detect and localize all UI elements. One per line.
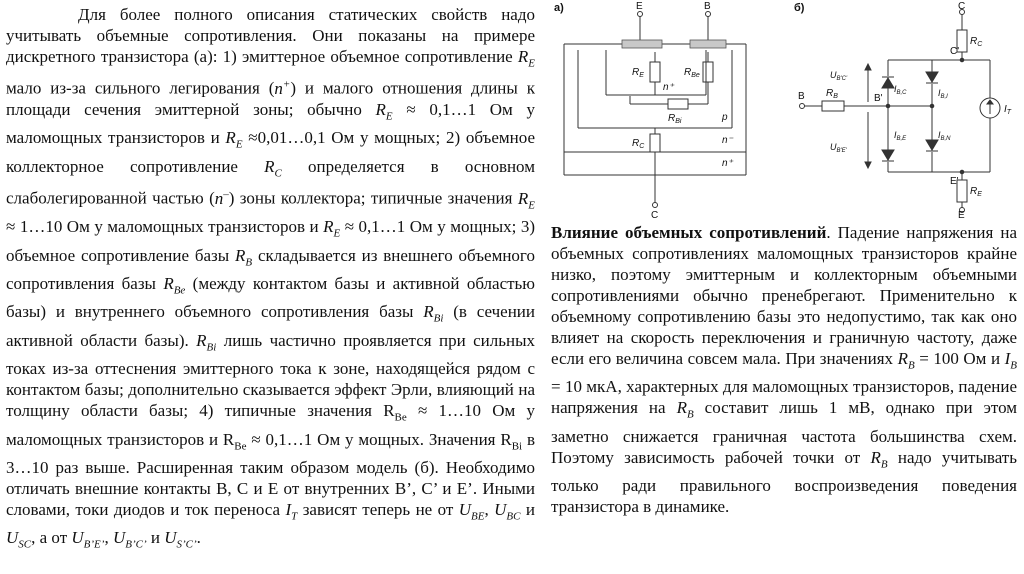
transistor-cross-section-diagram [550, 0, 760, 220]
right-paragraph: Влияние объемных сопротивлений. Падение напряжения на объемных сопротивлениях маломощных транзисторов крайне низко, поэтому эмиттерным и коллекторным объемными сопротивлениями обычно пренебрегают. Применительно к объемному сопротивлению базы это недопустимо, так как оно влияет на скорость переключения и граничную частоту, даже если его величина совсем мала. При значениях $R_B = 100$ Ом и $I_B = 10$ мкА, характерных для маломощных транзисторов, падение напряжения на $R_B$ составит лишь 1 мВ, однако при этом заметно снижается граничная частота большинства схем. Поэтому зависимость рабочей точки от $R_B$ надо учитывать только ради правильного воспроизведения поведения транзистора в динамике. [551, 223, 1018, 517]
svg-text:RB: $R_B$ [826, 88, 838, 100]
svg-text:IB,C: $I_{B,C}$ [894, 84, 907, 96]
equivalent-circuit-diagram [790, 0, 1022, 220]
svg-text:RE: $R_E$ [970, 186, 982, 198]
label-e: E [636, 1, 643, 12]
svg-text:RBe: $R_{Be}$ [684, 67, 700, 79]
svg-text:RE: $R_E$ [632, 67, 644, 79]
svg-text:C': C' [950, 46, 960, 57]
label-c: C [651, 210, 659, 220]
svg-text:C: C [958, 1, 966, 12]
svg-text:RC: $R_C$ [632, 138, 645, 150]
svg-text:IB,N: $I_{B,N}$ [938, 130, 951, 142]
svg-text:IB,I: $I_{B,I}$ [938, 88, 948, 100]
diagram-b-label: б) [794, 2, 805, 14]
svg-text:B': B' [874, 93, 883, 104]
svg-text:n⁺: n⁺ [663, 82, 674, 93]
svg-text:E': E' [950, 176, 959, 187]
svg-text:p: p [722, 112, 728, 123]
svg-text:UB'C': $U_{B'C'}$ [830, 70, 848, 82]
left-text-column [6, 4, 535, 556]
svg-text:B: B [798, 91, 805, 102]
left-paragraph: Для более полного описания статических свойств надо учитывать объемные сопротивления. Они показаны на примере дискретного транзистора (а): 1) эмиттерное объемное сопротивление $R_E$ мало из-за сильного легирования (n+) и малого отношения длины к площади сечения эмиттерной зоны; обычно $R_E$ ≈ 0,1…1 Ом у маломощных транзисторов и $R_E$ ≈0,01…0,1 Ом у мощных; 2) объемное коллекторное сопротивление $R_C$ определяется в основном слаболегированной частью (n–) зоны коллектора; типичные значения $R_E$ ≈ 1…10 Ом у маломощных транзисторов и $R_E$ ≈ 0,1…1 Ом у мощных; 3) объемное сопротивление базы $R_B$ складывается из внешнего объемного сопротивления базы $R_{Be}$ (между контактом базы и активной областью базы) и внутреннего объемного сопротивления базы $R_{Bi}$ (в сечении активной области базы). $R_{Bi}$ лишь частично проявляется при сильных токах из-за оттеснения эмиттерного тока к зоне, находящейся рядом с контактом базы; дополнительно сказывается эффект Эрли, влияющий на толщину области базы; 4) типичные значения $R_{Be}$ ≈ 1…10 Ом у маломощных транзисторов и $R_{Be}$ ≈ 0,1…1 Ом у мощных. Значения $R_{Bi}$ в 3…10 раз выше. Расширенная таким образом модель (б). Необходимо отличать внешние контакты B, C и E от внутренних B’, C’ и E’. Иными словами, токи диодов и ток переноса $I_T$ зависят теперь не от $U_{BE}$, $U_{BC}$ и $U_{SC}$, а от $U_{B’E’}$, $U_{B’C’}$ и $U_{S’C’}$. [6, 5, 536, 551]
svg-text:n⁻: n⁻ [722, 135, 733, 146]
section-heading: Влияние объемных сопротивлений [551, 223, 827, 242]
right-text-column [551, 222, 1017, 517]
svg-text:n⁺: n⁺ [722, 158, 733, 169]
svg-text:IB,E: $I_{B,E}$ [894, 130, 907, 142]
svg-text:E: E [958, 210, 965, 220]
svg-text:IT: $I_T$ [1004, 104, 1012, 116]
svg-text:UB'E': $U_{B'E'}$ [830, 142, 847, 154]
diagram-a-label: а) [554, 2, 564, 14]
svg-text:RC: $R_C$ [970, 36, 983, 48]
label-b: B [704, 1, 711, 12]
svg-text:RBi: $R_{Bi}$ [668, 113, 682, 125]
